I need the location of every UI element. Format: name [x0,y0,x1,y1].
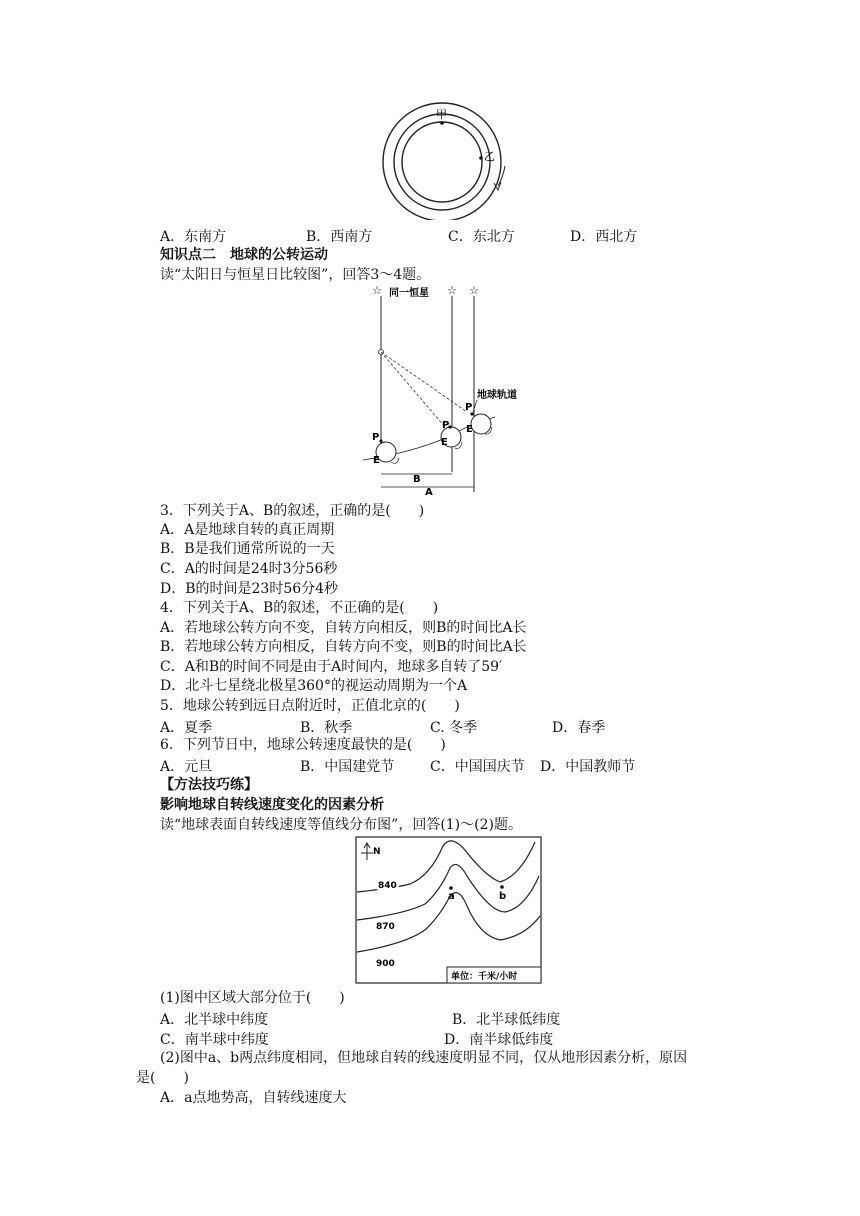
p-label-2: P [442,420,450,431]
q2-option-a: A．东南方 [160,229,227,245]
p-label-1: P [372,432,380,443]
e-label-3: E [466,424,473,435]
q6-stem: 6．下列节日中，地球公转速度最快的是( ) [160,737,446,753]
fig2-intro: 读“太阳日与恒星日比较图”，回答3～4题。 [160,267,431,283]
e-label-1: E [373,455,380,466]
label-jia: 甲 [436,108,447,121]
fig3-intro: 读“地球表面自转线速度等值线分布图”，回答(1)～(2)题。 [160,817,522,833]
sq1-option-d: D．南半球低纬度 [444,1032,554,1048]
sq1-stem: (1)图中区域大部分位于( ) [160,990,345,1006]
q4-option-d: D．北斗七星绕北极星360°的视运动周期为一个A [160,678,468,694]
svg-text:☆: ☆ [372,284,382,297]
label-yi: 乙 [484,150,495,163]
q3-option-d: D．B的时间是23时56分4秒 [160,581,339,597]
q5-option-d: D．春季 [552,720,606,736]
p-label-3: P [465,402,473,413]
q2-option-c: C．东北方 [448,229,515,245]
sq1-option-c: C．南半球中纬度 [160,1032,269,1048]
q2-option-b: B．西南方 [306,229,373,245]
q3-option-c: C．A的时间是24时3分56秒 [160,561,338,577]
q5-stem: 5．地球公转到远日点附近时，正值北京的( ) [160,698,460,714]
q3-option-b: B．B是我们通常所说的一天 [160,541,335,557]
section2-title: 知识点二 地球的公转运动 [160,247,328,263]
method-subtitle: 影响地球自转线速度变化的因素分析 [160,797,384,813]
sq2-option-a: A．a点地势高，自转线速度大 [160,1090,347,1106]
q6-option-a: A．元旦 [160,759,213,775]
q4-stem: 4．下列关于A、B的叙述，不正确的是( ) [160,600,439,616]
contour-870: 870 [376,922,395,932]
star-label: 同一恒星 [389,288,429,299]
sq1-option-a: A．北半球中纬度 [160,1012,269,1028]
orbit-label: 地球轨道 [477,390,517,401]
point-a: a [448,891,455,902]
q4-option-b: B．若地球公转方向相反，自转方向不变，则B的时间比A长 [160,639,527,655]
e-label-2: E [441,437,448,448]
q3-option-a: A．A是地球自转的真正周期 [160,522,335,538]
north-label: N [373,847,381,857]
q5-option-b: B．秋季 [300,720,353,736]
sq2-stem-line2: 是( ) [136,1070,189,1086]
q6-option-d: D．中国教师节 [540,759,636,775]
q2-option-d: D．西北方 [570,229,638,245]
isoline-map-figure [355,836,545,986]
sq2-stem-line1: (2)图中a、b两点纬度相同，但地球自转的线速度明显不同，仅从地形因素分析，原因 [160,1050,688,1066]
q3-stem: 3．下列关于A、B的叙述，正确的是( ) [160,503,425,519]
point-b: b [499,891,507,902]
sq1-option-b: B．北半球低纬度 [452,1012,561,1028]
dim-a: A [425,487,433,497]
method-title: 【方法技巧练】 [160,777,258,793]
q4-option-c: C．A和B的时间不同是由于A时间内，地球多自转了59′ [160,659,503,675]
dim-b: B [413,474,421,485]
contour-840: 840 [378,881,397,891]
svg-text:☆: ☆ [447,284,457,297]
contour-900: 900 [376,959,395,969]
svg-text:☆: ☆ [469,284,479,297]
q4-option-a: A．若地球公转方向不变，自转方向相反，则B的时间比A长 [160,620,527,636]
unit-label: 单位：千米/小时 [451,972,518,982]
rotation-figure [380,100,520,220]
q5-option-c: C. 冬季 [430,720,478,736]
solar-sidereal-day-figure [355,282,535,497]
q6-option-c: C．中国国庆节 [430,759,525,775]
q5-option-a: A．夏季 [160,720,213,736]
q6-option-b: B．中国建党节 [300,759,395,775]
